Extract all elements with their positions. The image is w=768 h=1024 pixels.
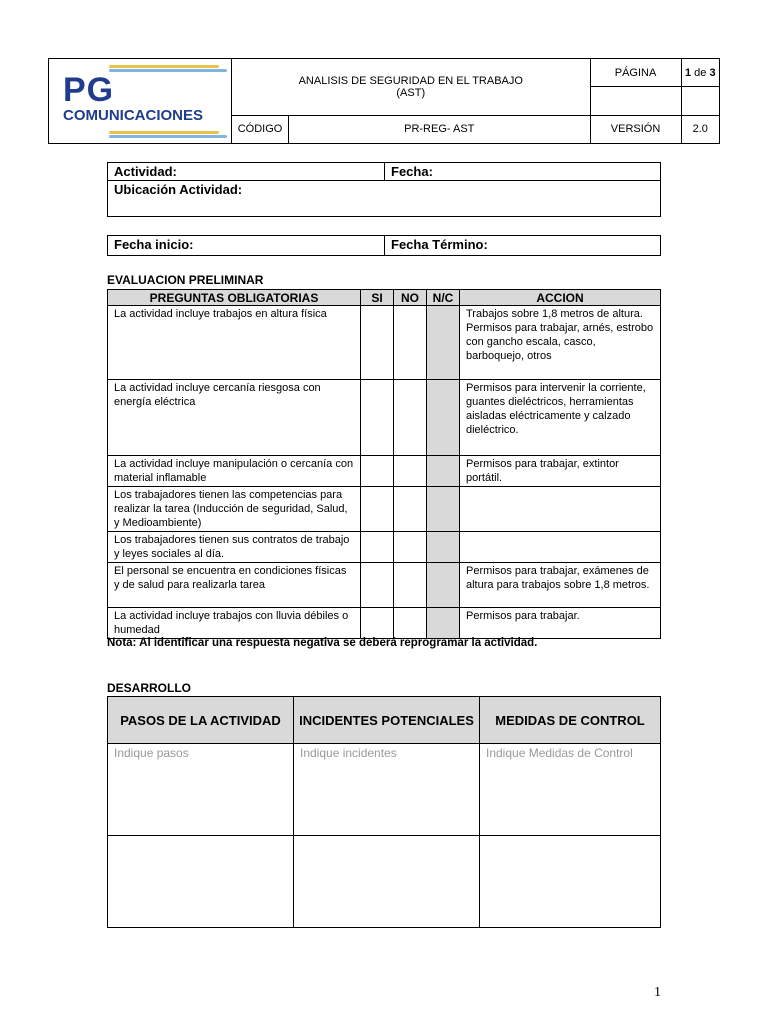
col-incidentes: INCIDENTES POTENCIALES — [294, 697, 480, 744]
table-row — [108, 836, 661, 928]
col-accion: ACCION — [460, 290, 661, 306]
nc-checkbox[interactable] — [427, 456, 460, 487]
col-si: SI — [361, 290, 394, 306]
nc-checkbox[interactable] — [427, 487, 460, 532]
evaluacion-note: Nota: Al identificar una respuesta negativa se deberá reprogramar la actividad. — [107, 637, 538, 649]
evaluacion-title: EVALUACION PRELIMINAR — [107, 273, 264, 287]
pregunta-cell: Los trabajadores tienen las competencias para realizar la tarea (Inducción de seguridad, Salud, y Medioambiente) — [108, 487, 361, 532]
col-preguntas: PREGUNTAS OBLIGATORIAS — [108, 290, 361, 306]
pregunta-cell: El personal se encuentra en condiciones físicas y de salud para realizarla tarea — [108, 563, 361, 608]
table-row — [108, 744, 661, 836]
no-checkbox[interactable] — [394, 532, 427, 563]
si-checkbox[interactable] — [361, 532, 394, 563]
medidas-input[interactable]: Indique Medidas de Control — [480, 744, 661, 836]
ubicacion-field[interactable]: Ubicación Actividad: — [108, 181, 661, 217]
empty-header-cell — [681, 87, 719, 115]
medidas-input[interactable] — [480, 836, 661, 928]
desarrollo-title: DESARROLLO — [107, 681, 191, 695]
nc-checkbox[interactable] — [427, 608, 460, 639]
accion-cell: Permisos para trabajar, exámenes de altura para trabajos sobre 1,8 metros. — [460, 563, 661, 608]
pasos-input[interactable] — [108, 836, 294, 928]
pregunta-cell: La actividad incluye manipulación o cercanía con material inflamable — [108, 456, 361, 487]
no-checkbox[interactable] — [394, 306, 427, 380]
incidentes-input[interactable]: Indique incidentes — [294, 744, 480, 836]
pasos-input[interactable]: Indique pasos — [108, 744, 294, 836]
accion-cell — [460, 532, 661, 563]
page-value: 1 de 3 — [681, 59, 719, 87]
table-row — [108, 563, 661, 608]
nc-checkbox[interactable] — [427, 532, 460, 563]
si-checkbox[interactable] — [361, 563, 394, 608]
accion-cell: Permisos para trabajar, extintor portátil. — [460, 456, 661, 487]
no-checkbox[interactable] — [394, 608, 427, 639]
no-checkbox[interactable] — [394, 563, 427, 608]
fecha-termino-field[interactable]: Fecha Término: — [385, 236, 661, 256]
si-checkbox[interactable] — [361, 487, 394, 532]
accion-cell: Permisos para trabajar. — [460, 608, 661, 639]
si-checkbox[interactable] — [361, 608, 394, 639]
table-row — [108, 608, 661, 639]
nc-checkbox[interactable] — [427, 306, 460, 380]
activity-info-table — [107, 162, 661, 217]
nc-checkbox[interactable] — [427, 563, 460, 608]
empty-header-cell — [590, 87, 681, 115]
dates-table — [107, 235, 661, 256]
nc-checkbox[interactable] — [427, 380, 460, 456]
table-row — [108, 380, 661, 456]
pregunta-cell: La actividad incluye cercanía riesgosa con energía eléctrica — [108, 380, 361, 456]
logo-company-text: COMUNICACIONES — [63, 107, 204, 124]
document-header — [48, 58, 720, 144]
version-label: VERSIÓN — [590, 115, 681, 143]
pregunta-cell: Los trabajadores tienen sus contratos de trabajo y leyes sociales al día. — [108, 532, 361, 563]
pregunta-cell: La actividad incluye trabajos en altura física — [108, 306, 361, 380]
accion-cell: Trabajos sobre 1,8 metros de altura. Permisos para trabajar, arnés, estrobo con gancho escala, casco, barboquejo, otros — [460, 306, 661, 380]
evaluacion-table — [107, 289, 661, 639]
code-label: CÓDIGO — [232, 115, 289, 143]
accion-cell — [460, 487, 661, 532]
table-row — [108, 456, 661, 487]
table-row — [108, 532, 661, 563]
table-row — [108, 306, 661, 380]
page-label: PÁGINA — [590, 59, 681, 87]
si-checkbox[interactable] — [361, 306, 394, 380]
company-logo — [49, 59, 232, 144]
logo-pg-text: PG — [63, 71, 115, 109]
version-value: 2.0 — [681, 115, 719, 143]
col-no: NO — [394, 290, 427, 306]
table-row — [108, 487, 661, 532]
col-pasos: PASOS DE LA ACTIVIDAD — [108, 697, 294, 744]
fecha-field[interactable]: Fecha: — [385, 163, 661, 181]
si-checkbox[interactable] — [361, 380, 394, 456]
fecha-inicio-field[interactable]: Fecha inicio: — [108, 236, 385, 256]
document-title: ANALISIS DE SEGURIDAD EN EL TRABAJO (AST) — [232, 59, 591, 116]
no-checkbox[interactable] — [394, 487, 427, 532]
pregunta-cell: La actividad incluye trabajos con lluvia débiles o humedad — [108, 608, 361, 639]
col-medidas: MEDIDAS DE CONTROL — [480, 697, 661, 744]
no-checkbox[interactable] — [394, 380, 427, 456]
desarrollo-table — [107, 696, 661, 928]
code-value: PR-REG- AST — [289, 115, 591, 143]
accion-cell: Permisos para intervenir la corriente, guantes dieléctricos, herramientas aisladas eléctricamente y calzado dieléctrico. — [460, 380, 661, 456]
si-checkbox[interactable] — [361, 456, 394, 487]
col-nc: N/C — [427, 290, 460, 306]
actividad-field[interactable]: Actividad: — [108, 163, 385, 181]
page-number: 1 — [654, 985, 661, 1000]
incidentes-input[interactable] — [294, 836, 480, 928]
no-checkbox[interactable] — [394, 456, 427, 487]
